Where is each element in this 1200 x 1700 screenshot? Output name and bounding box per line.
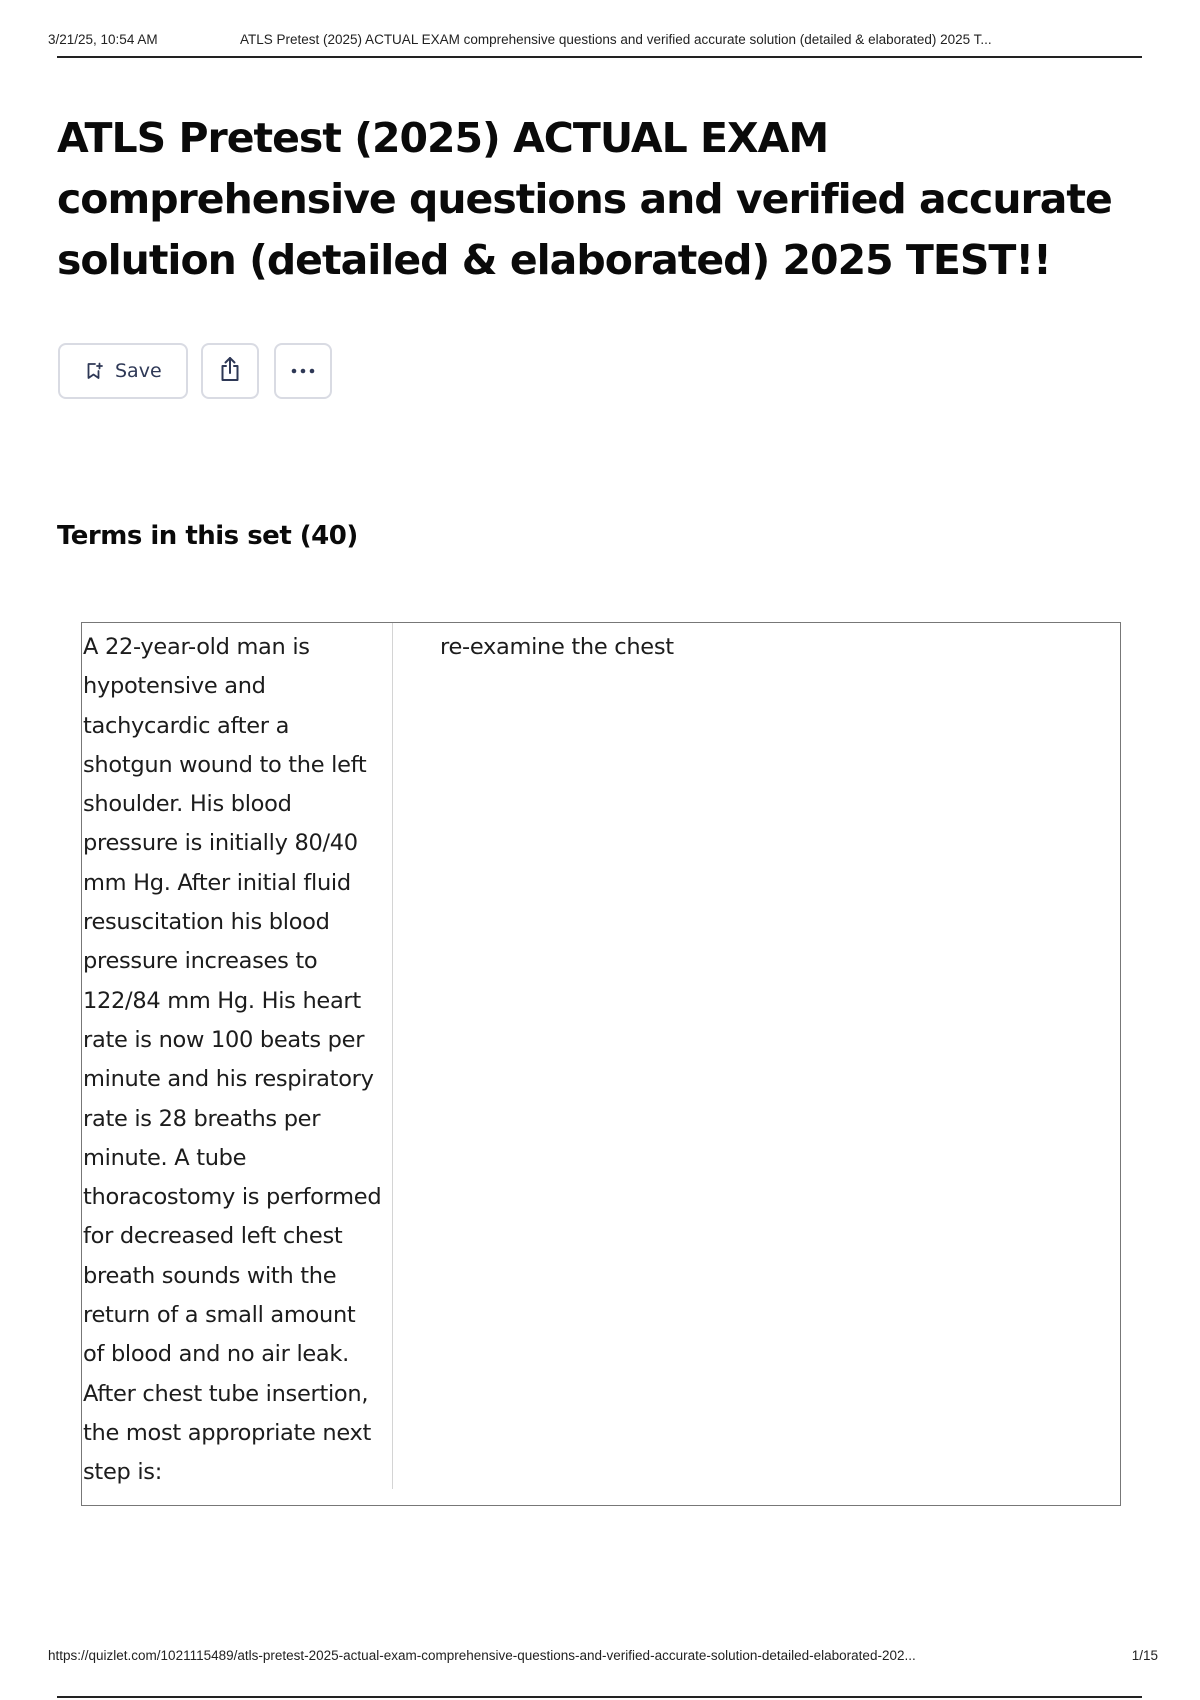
term-card — [81, 622, 1121, 1506]
more-options-button[interactable] — [274, 343, 332, 399]
footer-divider — [57, 1696, 1142, 1698]
term-answer: re-examine the chest — [440, 634, 674, 660]
page-title: ATLS Pretest (2025) ACTUAL EXAM comprehensive questions and verified accurate solution (detailed & elaborated) 2025 TEST!! — [57, 114, 1112, 284]
terms-heading: Terms in this set (40) — [57, 521, 358, 551]
print-header — [48, 28, 1143, 58]
share-icon — [216, 355, 244, 388]
page-indicator: 1/15 — [1131, 1648, 1158, 1663]
share-button[interactable] — [201, 343, 259, 399]
save-button-label: Save — [115, 360, 162, 382]
print-footer — [48, 1648, 1158, 1672]
term-divider — [392, 623, 393, 1489]
ellipsis-icon — [289, 362, 317, 380]
header-divider — [57, 56, 1142, 58]
page-url: https://quizlet.com/1021115489/atls-pretest-2025-actual-exam-comprehensive-questions-and-verified-accurate-solution-detailed-elaborated-202... — [48, 1648, 916, 1663]
bookmark-plus-icon — [85, 362, 103, 380]
print-document-title: ATLS Pretest (2025) ACTUAL EXAM comprehensive questions and verified accurate solution (detailed & elaborated) 2025 T... — [240, 32, 992, 47]
save-button[interactable] — [58, 343, 188, 399]
term-question: A 22-year-old man is hypotensive and tachycardic after a shotgun wound to the left shoulder. His blood pressure is initially 80/40 mm Hg. After initial fluid resuscitation his blood pressure increases to 122/84 mm Hg. His heart rate is now 100 beats per minute and his respiratory rate is 28 breaths per minute. A tube thoracostomy is performed for decreased left chest breath sounds with the return of a small amount of blood and no air leak. After chest tube insertion, the most appropriate next step is: — [83, 634, 382, 1486]
print-datetime: 3/21/25, 10:54 AM — [48, 32, 158, 47]
